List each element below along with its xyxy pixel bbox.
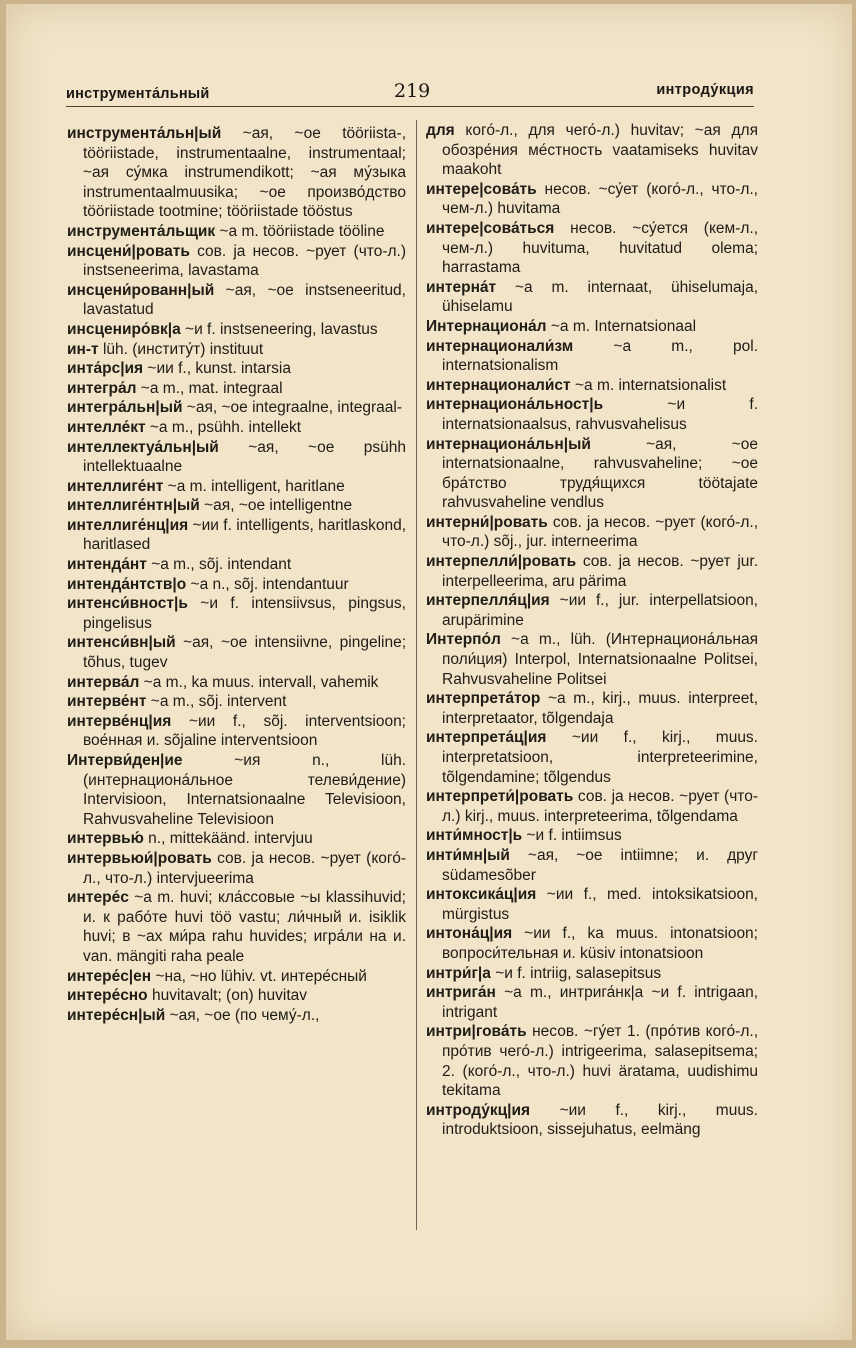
- dictionary-entry: интере́с|ен ~на, ~но lühiv. vt. интере́сный: [67, 967, 367, 985]
- dictionary-entry: инсцени́|ровать сов. ja несов. ~рует (что-л.) instseneerima, lavastama: [67, 242, 406, 280]
- entry-headword: интеллиге́нт: [67, 477, 164, 495]
- dictionary-entry: интеллиге́нтн|ый ~ая, ~ое intelligentne: [67, 497, 353, 515]
- entry-headword: инсцени́|ровать: [67, 242, 190, 260]
- entry-headword: инсцени́рованн|ый: [67, 281, 215, 299]
- dictionary-entry: интегра́л ~а m., mat. integraal: [67, 379, 283, 397]
- dictionary-entry: интерпрети́|ровать сов. ja несов. ~рует (что-л.) kirj., muus. interpreteerima, tõlgendama: [426, 788, 758, 825]
- dictionary-entry: интенси́вност|ь ~и f. intensiivsus, pingsus, pingelisus: [67, 595, 406, 632]
- entry-headword: интере́с|ен: [67, 967, 152, 985]
- right-column: [426, 121, 758, 1140]
- dictionary-entry: интервьюи́|ровать сов. ja несов. ~рует (кого́-л., что-л.) intervjueerima: [67, 849, 406, 887]
- entry-headword: интегра́л: [67, 379, 137, 397]
- entry-headword: интенда́нт: [67, 556, 147, 574]
- entry-headword: Интерпо́л: [426, 631, 501, 649]
- dictionary-entry: интоксика́ц|ия ~ии f., med. intoksikatsioon, mürgistus: [426, 886, 758, 923]
- entry-headword: интегра́льн|ый: [67, 399, 183, 417]
- entry-headword: интернационали́зм: [426, 337, 574, 355]
- entry-headword: для: [426, 122, 455, 139]
- entry-headword: интере́с: [67, 889, 129, 907]
- left-column: [67, 124, 406, 1025]
- entry-headword: инструмента́льщик: [67, 222, 216, 240]
- entry-headword: интерни́|ровать: [426, 513, 548, 531]
- entry-headword: интерпрета́тор: [426, 690, 541, 708]
- column-divider: [416, 120, 417, 1230]
- entry-headword: интерпрети́|ровать: [426, 788, 574, 806]
- entry-headword: интере|сова́ть: [426, 180, 537, 198]
- dictionary-entry: интере́сно huvitavalt; (on) huvitav: [67, 987, 308, 1005]
- dictionary-entry: интернациона́льн|ый ~ая, ~ое internatsionaalne, rahvusvaheline; ~ое бра́тство трудя́щихся töötajate rahvusvaheline vendlus: [426, 435, 758, 512]
- dictionary-entry: инсцени́рованн|ый ~ая, ~ое instseneeritud, lavastatud: [67, 281, 406, 319]
- entry-headword: интона́ц|ия: [426, 925, 513, 943]
- dictionary-entry: инструмента́льн|ый ~ая, ~ое tööriista-, tööriistade, instrumentaalne, instrumentaal; ~ая су́мка instrumendikott; ~ая му́зыка instrumentaalmuusika; ~ое произво́дство tööriistade tootmine; tööriistade tööstus: [67, 125, 406, 221]
- dictionary-entry: для кого́-л., для чего́-л.) huvitav; ~ая для обозре́ния ме́стность vaatamiseks huvitav maakoht: [426, 122, 758, 179]
- dictionary-entry: интерпрета́ц|ия ~ии f., kirj., muus. interpretatsioon, interpreteerimine, tõlgendamine; tõlgendus: [426, 729, 758, 786]
- dictionary-entry: инти́мн|ый ~ая, ~ое intiimne; и. друг südamesõber: [426, 846, 758, 884]
- running-header: [66, 80, 754, 106]
- entry-headword: интерпелли́|ровать: [426, 553, 577, 571]
- dictionary-entry: интенда́нтств|о ~а n., sõj. intendantuur: [67, 575, 349, 593]
- header-right-headword: интроду́кция: [656, 82, 754, 98]
- dictionary-entry: интеллектуа́льн|ый ~ая, ~ое psühh intellektuaalne: [67, 438, 406, 476]
- entry-headword: интерве́нт: [67, 693, 147, 711]
- dictionary-entry: интере|сова́ться несов. ~су́ется (кем-л., чем-л.) huvituma, huvitatud olema; harrastama: [426, 219, 758, 277]
- entry-headword: интелле́кт: [67, 418, 146, 436]
- dictionary-entry: интерни́|ровать сов. ja несов. ~рует (кого́-л., что-л.) sõj., jur. interneerima: [426, 513, 758, 551]
- dictionary-entry: интегра́льн|ый ~ая, ~ое integraalne, integraal-: [67, 399, 403, 417]
- entry-headword: интерве́нц|ия: [67, 712, 172, 730]
- entry-headword: инти́мност|ь: [426, 827, 523, 845]
- dictionary-entry: интернационали́ст ~а m. internatsionalist: [426, 376, 727, 394]
- dictionary-entry: ин-т lüh. (институ́т) instituut: [67, 340, 264, 358]
- entry-headword: интрига́н: [426, 984, 496, 1002]
- dictionary-entry: интерпрета́тор ~а m., kirj., muus. interpreet, interpretaator, tõlgendaja: [426, 690, 758, 727]
- entry-headword: интернационали́ст: [426, 376, 571, 394]
- dictionary-entry: интерпелли́|ровать сов. ja несов. ~рует jur. interpelleerima, aru pärima: [426, 553, 758, 590]
- entry-headword: Интерви́ден|ие: [67, 752, 183, 769]
- dictionary-entry: интере|сова́ть несов. ~су́ет (кого́-л., что-л., чем-л.) huvitama: [426, 180, 758, 218]
- entry-headword: интри́г|а: [426, 964, 491, 982]
- entry-headword: интервьюи́|ровать: [67, 849, 212, 867]
- dictionary-entry: интере́с ~а m. huvi; кла́ссовые ~ы klassihuvid; и. к рабо́те huvi töö vastu; ли́чный и. isiklik huvi; в ~ах ми́ра rahu huvides; игра́ли на и. van. mängiti raha peale: [67, 889, 406, 965]
- entry-headword: интроду́кц|ия: [426, 1101, 531, 1119]
- dictionary-entry: интернационали́зм ~а m., pol. internatsionalism: [426, 337, 758, 375]
- entry-headword: Интернациона́л: [426, 317, 547, 335]
- dictionary-entry: интерна́т ~а m. internaat, ühiselumaja, ühiselamu: [426, 278, 758, 316]
- entry-headword: интернациона́льн|ый: [426, 435, 591, 453]
- entry-headword: интенда́нтств|о: [67, 575, 187, 593]
- dictionary-entry: интенси́вн|ый ~ая, ~ое intensiivne, pingeline; tõhus, tugev: [67, 634, 406, 672]
- entry-headword: интерва́л: [67, 673, 140, 691]
- entry-headword: интеллектуа́льн|ый: [67, 438, 219, 456]
- dictionary-entry: Интерви́ден|ие ~ия n., lüh. (интернациона́льное телеви́дение) Intervisioon, Internatsionaalne Televisioon, Rahvusvaheline Televisioon: [67, 752, 406, 828]
- entry-headword: интеллиге́нтн|ый: [67, 497, 200, 515]
- dictionary-entry: интерве́нт ~а m., sõj. intervent: [67, 693, 287, 711]
- entry-headword: инта́рс|ия: [67, 360, 144, 378]
- entry-headword: интере́сно: [67, 987, 148, 1005]
- dictionary-entry: интере́сн|ый ~ая, ~ое (по чему́-л.,: [67, 1006, 320, 1024]
- dictionary-entry: интеллиге́нт ~а m. intelligent, haritlane: [67, 477, 345, 495]
- entry-headword: интере́сн|ый: [67, 1006, 166, 1024]
- entry-headword: интенси́вн|ый: [67, 634, 176, 652]
- dictionary-entry: Интерпо́л ~а m., lüh. (Интернациона́льная поли́ция) Interpol, Internatsionaalne Politsei, Rahvusvaheline Politsei: [426, 631, 758, 688]
- entry-headword: интерпелля́ц|ия: [426, 592, 550, 610]
- page-number: 219: [394, 80, 431, 102]
- dictionary-entry: интенда́нт ~а m., sõj. intendant: [67, 556, 292, 574]
- dictionary-entry: интервью́ n., mittekäänd. intervjuu: [67, 830, 313, 848]
- dictionary-entry: интроду́кц|ия ~ии f., kirj., muus. introduktsioon, sissejuhatus, eelmäng: [426, 1101, 758, 1139]
- entry-headword: интернациона́льност|ь: [426, 396, 604, 414]
- entry-headword: интере|сова́ться: [426, 219, 555, 237]
- entry-headword: ин-т: [67, 340, 99, 358]
- entry-headword: интеллиге́нц|ия: [67, 516, 189, 534]
- entry-headword: интервью́: [67, 830, 144, 848]
- header-left-headword: инструмента́льный: [66, 86, 210, 102]
- entry-headword: интерна́т: [426, 278, 497, 296]
- dictionary-entry: интерпелля́ц|ия ~ии f., jur. interpellatsioon, arupärimine: [426, 592, 758, 629]
- dictionary-entry: интри́г|а ~и f. intriig, salasepitsus: [426, 964, 662, 982]
- entry-headword: интоксика́ц|ия: [426, 886, 537, 904]
- entry-headword: интенси́вност|ь: [67, 595, 188, 613]
- dictionary-entry: интрига́н ~а m., интрига́нк|а ~и f. intrigaan, intrigant: [426, 984, 758, 1021]
- entry-headword: инструмента́льн|ый: [67, 125, 222, 142]
- dictionary-entry: интелле́кт ~а m., psühh. intellekt: [67, 418, 302, 436]
- dictionary-entry: интеллиге́нц|ия ~ии f. intelligents, haritlaskond, haritlased: [67, 516, 406, 554]
- entry-headword: инти́мн|ый: [426, 846, 510, 864]
- dictionary-entry: интернациона́льност|ь ~и f. internatsionaalsus, rahvusvahelisus: [426, 396, 758, 433]
- header-rule: [66, 106, 754, 107]
- dictionary-entry: интерве́нц|ия ~ии f., sõj. interventsioon; вое́нная и. sõjaline interventsioon: [67, 712, 406, 750]
- dictionary-entry: интона́ц|ия ~ии f., ka muus. intonatsioon; вопроси́тельная и. küsiv intonatsioon: [426, 925, 758, 962]
- dictionary-entry: инсцениро́вк|а ~и f. instseneering, lavastus: [67, 320, 378, 338]
- dictionary-entry: Интернациона́л ~а m. Internatsionaal: [426, 317, 697, 335]
- dictionary-entry: интерва́л ~а m., ka muus. intervall, vahemik: [67, 673, 379, 691]
- dictionary-entry: интри|гова́ть несов. ~гу́ет 1. (про́тив кого́-л., про́тив чего́-л.) intrigeerima, salasepitsema; 2. (кого́-л., что-л.) huvi äratama, uudishimu tekitama: [426, 1023, 758, 1100]
- entry-headword: интерпрета́ц|ия: [426, 729, 547, 747]
- entry-headword: интри|гова́ть: [426, 1023, 527, 1041]
- dictionary-entry: инта́рс|ия ~ии f., kunst. intarsia: [67, 360, 291, 378]
- dictionary-page: [6, 4, 852, 1340]
- dictionary-entry: инти́мност|ь ~и f. intiimsus: [426, 827, 622, 845]
- dictionary-entry: инструмента́льщик ~а m. tööriistade tööline: [67, 222, 385, 240]
- entry-headword: инсцениро́вк|а: [67, 320, 181, 338]
